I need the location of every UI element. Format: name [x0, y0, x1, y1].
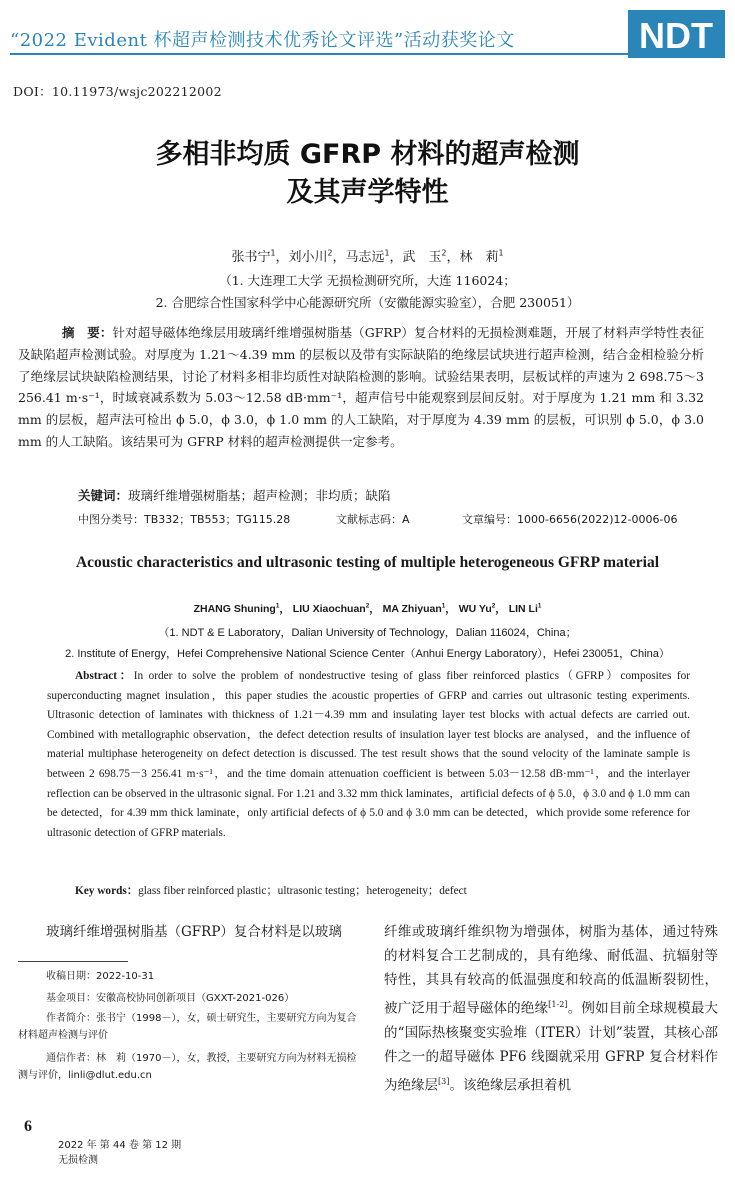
english-author-mark: 2: [491, 602, 496, 610]
footnote-divider: [18, 961, 128, 962]
author-name: 刘小川: [288, 250, 328, 265]
abstract-en: [47, 667, 690, 843]
english-author-mark: 1: [275, 602, 280, 610]
document-code: [336, 511, 410, 527]
author-name: 林 莉: [459, 250, 499, 265]
citation: [3]: [438, 1075, 450, 1086]
english-author-name: ZHANG Shuning: [193, 603, 276, 615]
keywords-cn-text: 玻璃纤维增强树脂基；超声检测；非均质；缺陷: [128, 488, 391, 503]
footnote-author-bio: 作者简介：张书宁（1998－），女，硕士研究生，主要研究方向为复合材料超声检测与评价: [18, 1013, 357, 1041]
footnote-fund: 基金项目：安徽高校协同创新项目（GXXT-2021-026）: [46, 993, 295, 1004]
banner-rule: [10, 53, 630, 55]
article-number-value: 1000-6656(2022)12-0006-06: [517, 513, 678, 526]
body-right-text-3: 。该绝缘层承担着机: [449, 1077, 571, 1093]
keywords-en: [75, 882, 467, 898]
clc-number: [78, 511, 290, 527]
article-number: [462, 511, 677, 527]
author-affiliation-mark: 1: [270, 248, 276, 258]
author-affiliation-mark: 1: [498, 248, 504, 258]
doc-code-value: A: [402, 513, 410, 526]
journal-name: 无损检测: [58, 1155, 98, 1166]
english-author-mark: 2: [365, 602, 370, 610]
logo-text: NDT: [639, 15, 713, 56]
paper-title-line2: 及其声学特性: [286, 177, 449, 208]
journal-info: [58, 1138, 181, 1168]
clc-label: 中图分类号：: [78, 513, 144, 526]
article-number-label: 文章编号：: [462, 513, 517, 526]
body-right-text: 纤维或玻璃纤维织物为增强体，树脂为基体，通过特殊的材料复合工艺制成的，具有绝缘、耐低温、抗辐射等特性，其具有较高的低温强度和较高的低温断裂韧性，被广泛用于超导磁体的绝缘: [384, 924, 718, 1017]
keywords-en-text: glass fiber reinforced plastic；ultrasonic testing；heterogeneity；defect: [138, 885, 467, 897]
english-author-name: WU Yu: [458, 603, 492, 615]
english-author-name: LIN Li: [508, 603, 538, 615]
body-right-text-2: 。例如目前全球规模最大的“国际热核聚变实验堆（ITER）计划”装置，其核心部件之一的超导磁体 PF6 线圈就采用 GFRP 复合材料作为绝缘层: [384, 1000, 719, 1093]
doi: DOI：10.11973/wsjc202212002: [13, 84, 222, 99]
english-author-name: MA Zhiyuan: [382, 603, 442, 615]
body-left-intro: 玻璃纤维增强树脂基（GFRP）复合材料是以玻璃: [46, 924, 342, 940]
author-affiliation-mark: 2: [327, 248, 333, 258]
english-author-list: ZHANG Shuning$^1$， LIU Xiaochuan$^2$， MA Zhiyuan$^1$， WU Yu$^2$， LIN Li$^1$: [193, 602, 542, 615]
author-affiliation-mark: 1: [384, 248, 390, 258]
keywords-en-label: Key words：: [75, 885, 139, 897]
banner-title: “2022 Evident 杯超声检测技术优秀论文评选”活动获奖论文: [10, 30, 515, 51]
english-author-mark: 1: [537, 602, 542, 610]
keywords-cn: [78, 486, 391, 504]
body-right-column: [384, 920, 718, 1097]
author-affiliation-mark: 2: [441, 248, 447, 258]
author-list: 张书宁$^1$，刘小川$^2$，马志远$^1$，武 玉$^2$，林 莉$^1$: [231, 248, 504, 265]
affiliation-1: （1. 大连理工大学 无损检测研究所，大连 116024；: [219, 273, 516, 288]
keywords-cn-label: 关键词：: [78, 488, 129, 503]
abstract-en-text: In order to solve the problem of nondestructive tesing of glass fiber reinforced plastics（GFRP）composites for superconducting magnet insulation，this paper studies the acoustic properties of GFRP and carries out ultrasonic testing experiments. Ultrasonic detection of laminates with thickness of 1.21－4.39 mm and insulating layer test blocks with actual defects are carried out. Combined with metallographic observation，the defect detection results of insulation layer test blocks are analysed，and the influence of material multiphase heterogeneity on defect detection is discussed. The test result shows that the sound velocity of the laminate sample is between 2 698.75－3 256.41 m·s⁻¹，and the time domain attenuation coefficient is between 5.03－12.58 dB·mm⁻¹，and the interlayer reflection can be observed in the ultrasonic signal. For 1.21 and 3.32 mm thick laminates，artificial defects of ϕ 5.0，ϕ 3.0 and ϕ 1.0 mm can be detected，for 4.39 mm thick laminate，only artificial defects of ϕ 5.0 and ϕ 3.0 mm can be detected，which provide some reference for ultrasonic detection of GFRP materials.: [47, 670, 691, 839]
page-number: 6: [24, 1118, 32, 1135]
english-author-name: LIU Xiaochuan: [292, 603, 366, 615]
abstract-en-label: Abstract：: [75, 670, 134, 682]
author-name: 张书宁: [231, 250, 271, 265]
english-author-mark: 1: [441, 602, 446, 610]
journal-issue: 2022 年 第 44 卷 第 12 期: [58, 1140, 182, 1151]
clc-value: TB332；TB553；TG115.28: [144, 513, 291, 526]
footnote-received: 收稿日期：2022-10-31: [46, 971, 155, 982]
abstract-cn-text: 针对超导磁体绝缘层用玻璃纤维增强树脂基（GFRP）复合材料的无损检测难题，开展了材料声学特性表征及缺陷超声检测试验。对厚度为 1.21～4.39 mm 的层板以及带有实际缺陷的绝缘层试块进行超声检测，结合金相检验分析了绝缘层试块缺陷检测结果，讨论了材料多相非均质性对缺陷检测的影响。试验结果表明，层板试样的声速为 2 698.75～3 256.41 m·s⁻¹，时域衰减系数为 5.03～12.58 dB·mm⁻¹，超声信号中能观察到层间反射。对于厚度为 1.21 mm 和 3.32 mm 的层板，超声法可检出 ϕ 5.0，ϕ 3.0，ϕ 1.0 mm 的人工缺陷，对于厚度为 4.39 mm 的层板，可识别 ϕ 5.0，ϕ 3.0 mm 的人工缺陷。该结果可为 GFRP 材料的超声检测提供一定参考。: [18, 325, 704, 449]
author-name: 武 玉: [402, 250, 442, 265]
doc-code-label: 文献标志码：: [336, 513, 402, 526]
affiliation-2: 2. 合肥综合性国家科学中心能源研究所（安徽能源实验室），合肥 230051）: [155, 295, 580, 310]
author-name: 马志远: [345, 250, 385, 265]
ndt-logo: [628, 10, 725, 58]
abstract-cn: [18, 322, 704, 453]
english-title: Acoustic characteristics and ultrasonic testing of multiple heterogeneous GFRP material: [75, 554, 660, 571]
citation: [1-2]: [548, 999, 568, 1009]
footnote-corresponding-author: 通信作者：林 莉（1970－），女，教授，主要研究方向为材料无损检测与评价，linli@dlut.edu.cn: [18, 1053, 357, 1081]
english-affiliation-1: （1. NDT & E Laboratory，Dalian University of Technology，Dalian 116024，China；: [158, 627, 577, 639]
english-affiliation-2: 2. Institute of Energy，Hefei Comprehensive National Science Center（Anhui Energy Laboratory），Hefei 230051，China）: [65, 648, 670, 660]
abstract-cn-label: 摘 要：: [62, 325, 113, 340]
paper-title-line1: 多相非均质 GFRP 材料的超声检测: [155, 139, 580, 170]
